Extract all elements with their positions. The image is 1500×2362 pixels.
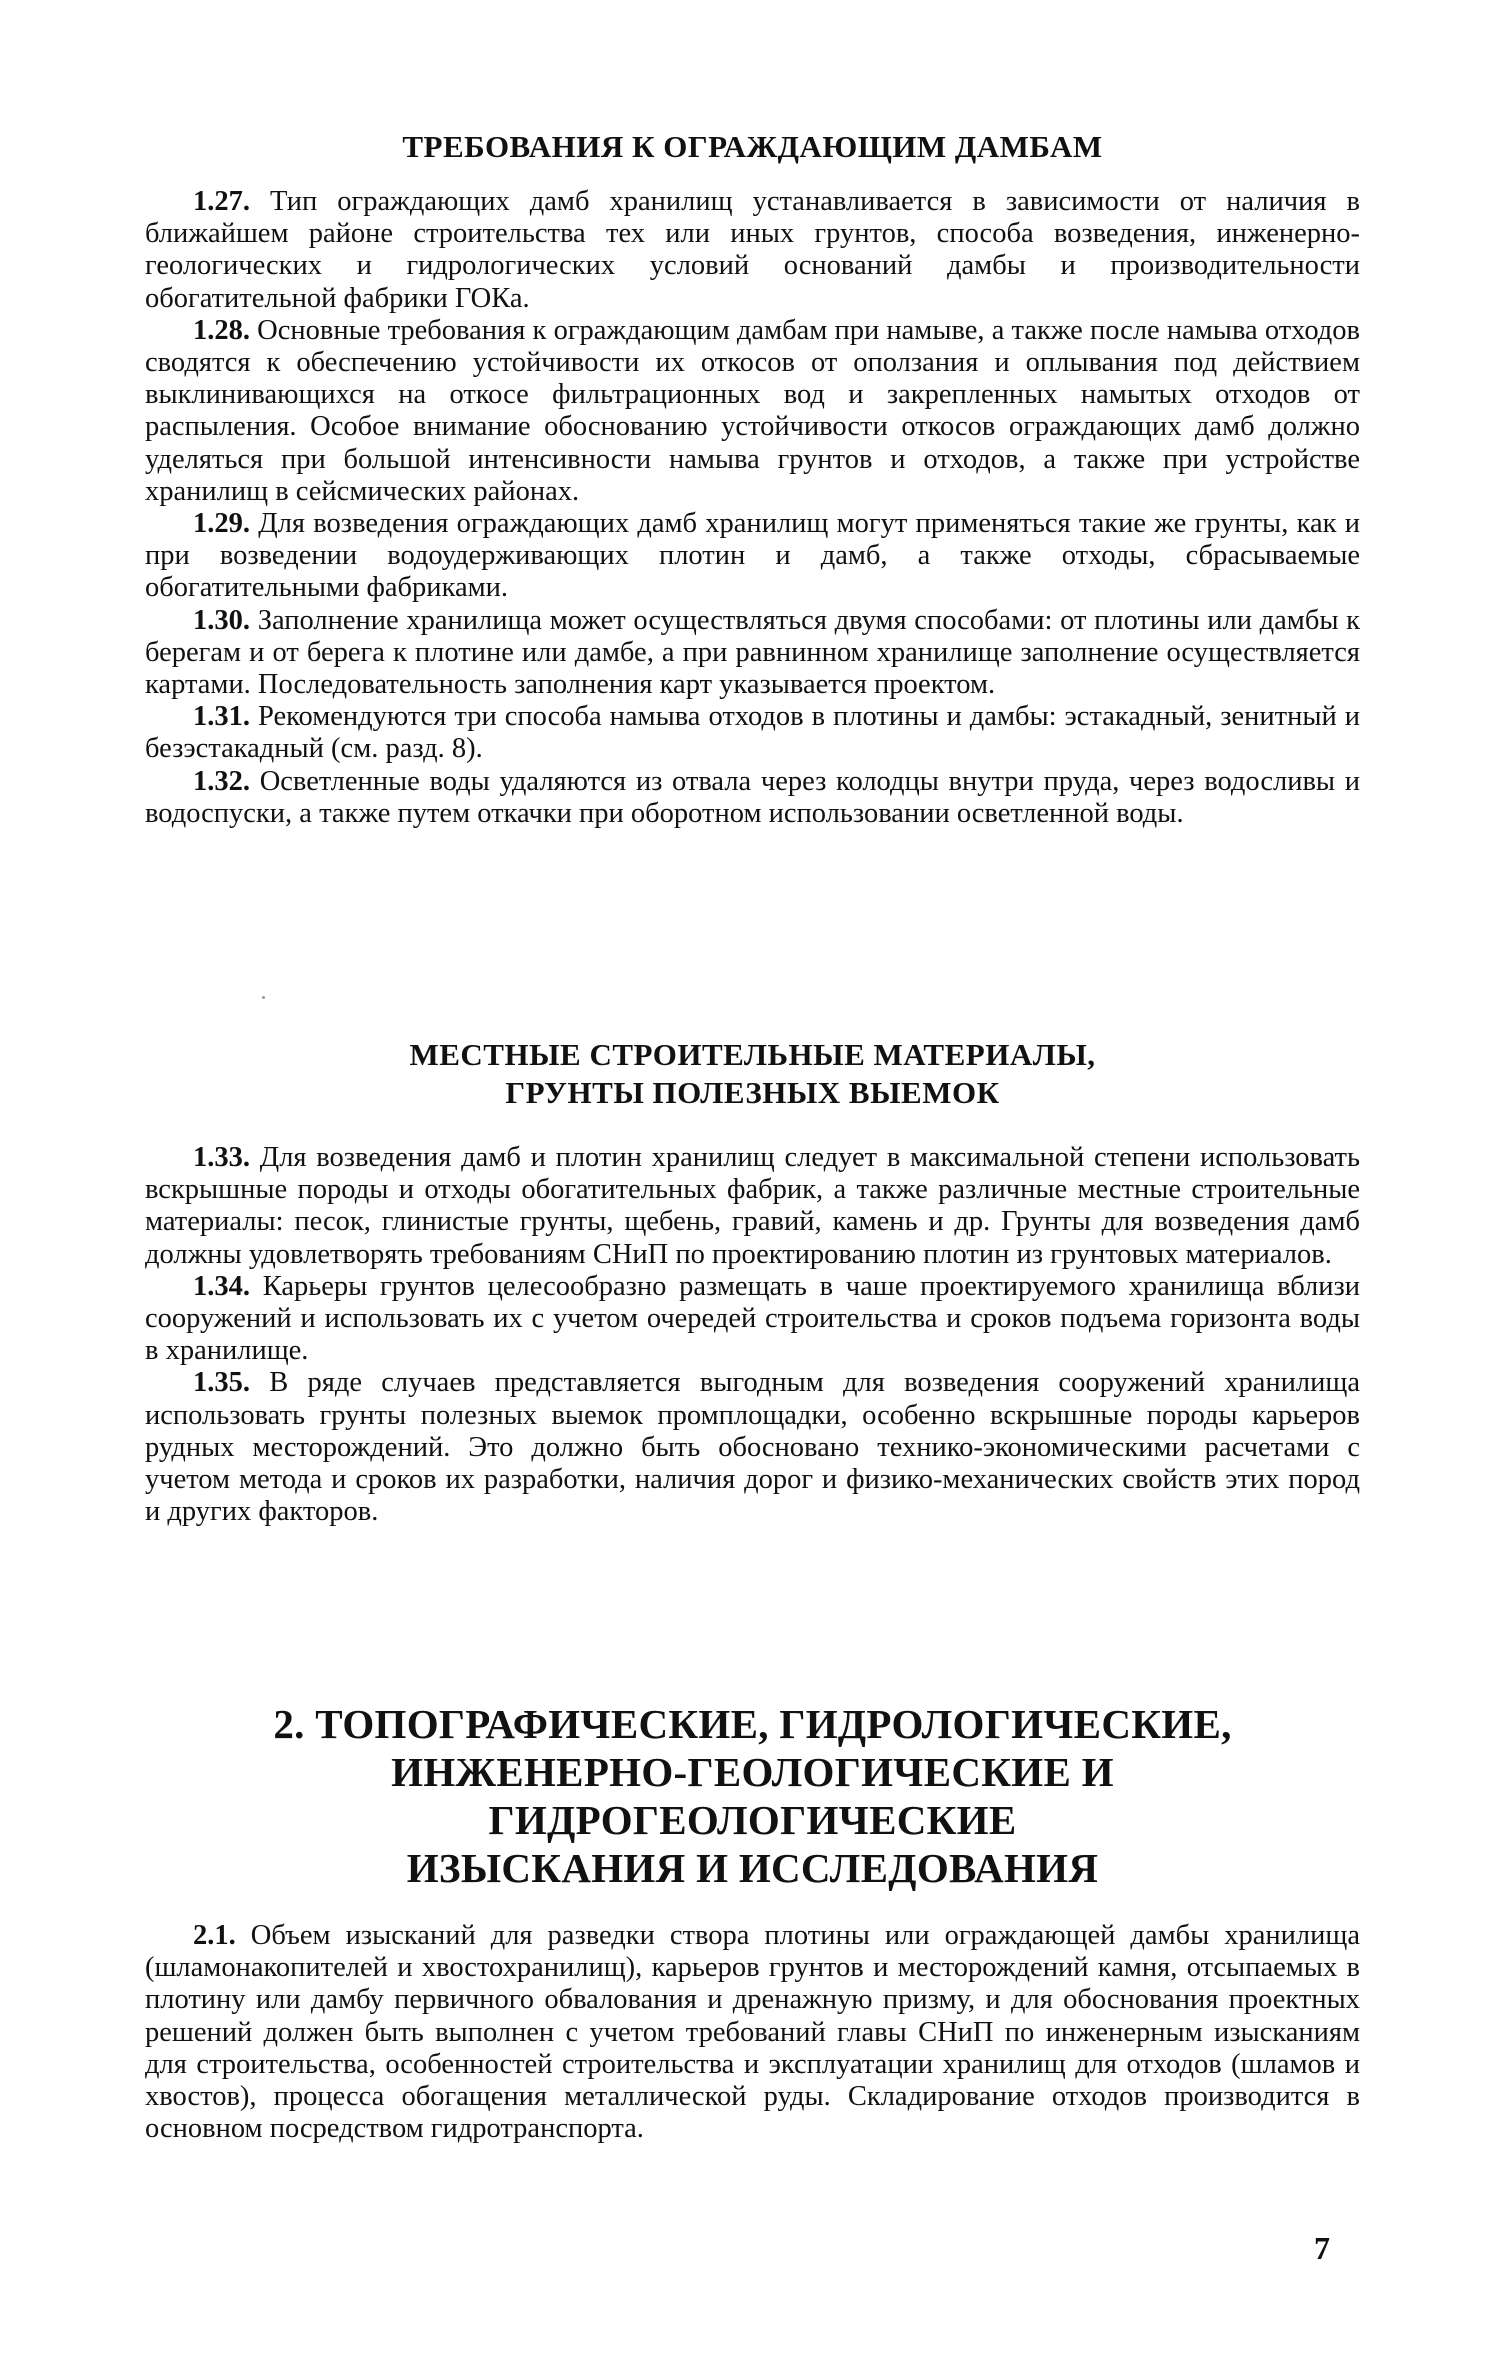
paragraph-text: Заполнение хранилища может осуществляться двумя способами: от плотины или дамбы к берегам и от берега к плотине или дамбе, а при равнинном хранилище заполнение осуществляется картами. Последовательность заполнения карт указывается проектом. bbox=[145, 604, 1361, 701]
section-local-materials bbox=[145, 1036, 1360, 1528]
paragraph-2-1 bbox=[145, 1920, 1360, 2145]
paragraph-1-30 bbox=[145, 605, 1360, 702]
heading-line: МЕСТНЫЕ СТРОИТЕЛЬНЫЕ МАТЕРИАЛЫ, bbox=[409, 1037, 1096, 1072]
paragraph-1-33 bbox=[145, 1142, 1360, 1271]
section-surveys bbox=[145, 1700, 1360, 2145]
paragraph-number: 1.28. bbox=[193, 314, 250, 346]
paragraph-number: 1.27. bbox=[193, 186, 250, 217]
paragraph-number: 1.35. bbox=[193, 1367, 250, 1399]
paragraph-number: 1.30. bbox=[193, 604, 250, 636]
paragraph-text: Осветленные воды удаляются из отвала через колодцы внутри пруда, через водосливы и водоспуски, а также путем откачки при оборотном использовании осветленной воды. bbox=[145, 765, 1361, 829]
paragraph-number: 1.29. bbox=[193, 508, 250, 540]
paragraph-1-31 bbox=[145, 701, 1360, 765]
paragraph-number: 2.1. bbox=[193, 1920, 236, 1951]
paragraph-1-32 bbox=[145, 766, 1360, 830]
paragraph-text: Основные требования к ограждающим дамбам при намыве, а также после намыва отходов сводятся к обеспечению устойчивости их откосов от оползания и оплывания под действием выклинивающихся на откосе фильтрационных вод и закрепленных намытых отходов от распыления. Особое внимание обоснованию устойчивости откосов ограждающих дамб должно уделяться при большой интенсивности намыва грунтов и отходов, а также при устройстве хранилищ в сейсмических районах. bbox=[145, 314, 1360, 507]
paragraph-1-29 bbox=[145, 508, 1360, 605]
page-number: 7 bbox=[1314, 2230, 1330, 2266]
heading-section-2 bbox=[145, 1700, 1360, 1892]
paragraph-number: 1.31. bbox=[193, 701, 250, 733]
paragraph-1-27 bbox=[145, 186, 1360, 315]
paragraph-text: В ряде случаев представляется выгодным для возведения сооружений хранилища использовать грунты полезных выемок промплощадки, особенно вскрышные породы карьеров рудных месторождений. Это должно быть обосновано технико-экономическими расчетами с учетом метода и сроков их разработки, наличия дорог и физико-механических свойств этих пород и других факторов. bbox=[145, 1367, 1361, 1528]
paragraph-text: Рекомендуются три способа намыва отходов в плотины и дамбы: эстакадный, зенитный и безэстакадный (см. разд. 8). bbox=[145, 701, 1361, 765]
scan-speck bbox=[262, 996, 265, 999]
paragraph-number: 1.32. bbox=[193, 765, 250, 797]
heading-local-materials bbox=[145, 1036, 1360, 1112]
paragraph-text: Для возведения дамб и плотин хранилищ следует в максимальной степени использовать вскрышные породы и отходы обогатительных фабрик, а также различные местные строительные материалы: песок, глинистые грунты, щебень, гравий, камень и др. Грунты для возведения дамб должны удовлетворять требованиям СНиП по проектированию плотин из грунтовых материалов. bbox=[145, 1142, 1360, 1270]
paragraph-1-34 bbox=[145, 1271, 1360, 1368]
paragraph-1-28 bbox=[145, 315, 1360, 508]
paragraph-text: Тип ограждающих дамб хранилищ устанавливается в зависимости от наличия в ближайшем районе строительства тех или иных грунтов, способа возведения, инженерно-геологических и гидрологических условий оснований дамбы и производительности обогатительной фабрики ГОКа. bbox=[145, 186, 1360, 314]
paragraph-text: Для возведения ограждающих дамб хранилищ могут применяться такие же грунты, как и при возведении водоудерживающих плотин и дамб, а также отходы, сбрасываемые обогатительными фабриками. bbox=[145, 508, 1361, 604]
heading-line: 2. ТОПОГРАФИЧЕСКИЕ, ГИДРОЛОГИЧЕСКИЕ, bbox=[273, 1701, 1232, 1747]
heading-line: ГРУНТЫ ПОЛЕЗНЫХ ВЫЕМОК bbox=[505, 1075, 1000, 1110]
heading-line: ИНЖЕНЕРНО-ГЕОЛОГИЧЕСКИЕ И ГИДРОГЕОЛОГИЧЕСКИЕ bbox=[391, 1749, 1114, 1843]
paragraph-text: Карьеры грунтов целесообразно размещать в чаше проектируемого хранилища вблизи сооружений и использовать их с учетом очередей строительства и сроков подъема горизонта воды в хранилище. bbox=[145, 1270, 1360, 1367]
heading-line: ИЗЫСКАНИЯ И ИССЛЕДОВАНИЯ bbox=[406, 1845, 1099, 1891]
paragraph-number: 1.33. bbox=[193, 1142, 250, 1173]
paragraph-text: Объем изысканий для разведки створа плотины или ограждающей дамбы хранилища (шламонакопителей и хвостохранилищ), карьеров грунтов и месторождений камня, отсыпаемых в плотину или дамбу первичного обвалования и дренажную призму, и для обоснования проектных решений должен быть выполнен с учетом требований главы СНиП по инженерным изысканиям для строительства, особенностей строительства и эксплуатации хранилищ для отходов (шламов и хвостов), процесса обогащения металлической руды. Складирование отходов производится в основном посредством гидротранспорта. bbox=[145, 1920, 1360, 2145]
heading-requirements: ТРЕБОВАНИЯ К ОГРАЖДАЮЩИМ ДАМБАМ bbox=[402, 129, 1103, 164]
paragraph-1-35 bbox=[145, 1367, 1360, 1528]
section-requirements bbox=[145, 128, 1360, 830]
paragraph-number: 1.34. bbox=[193, 1270, 250, 1302]
